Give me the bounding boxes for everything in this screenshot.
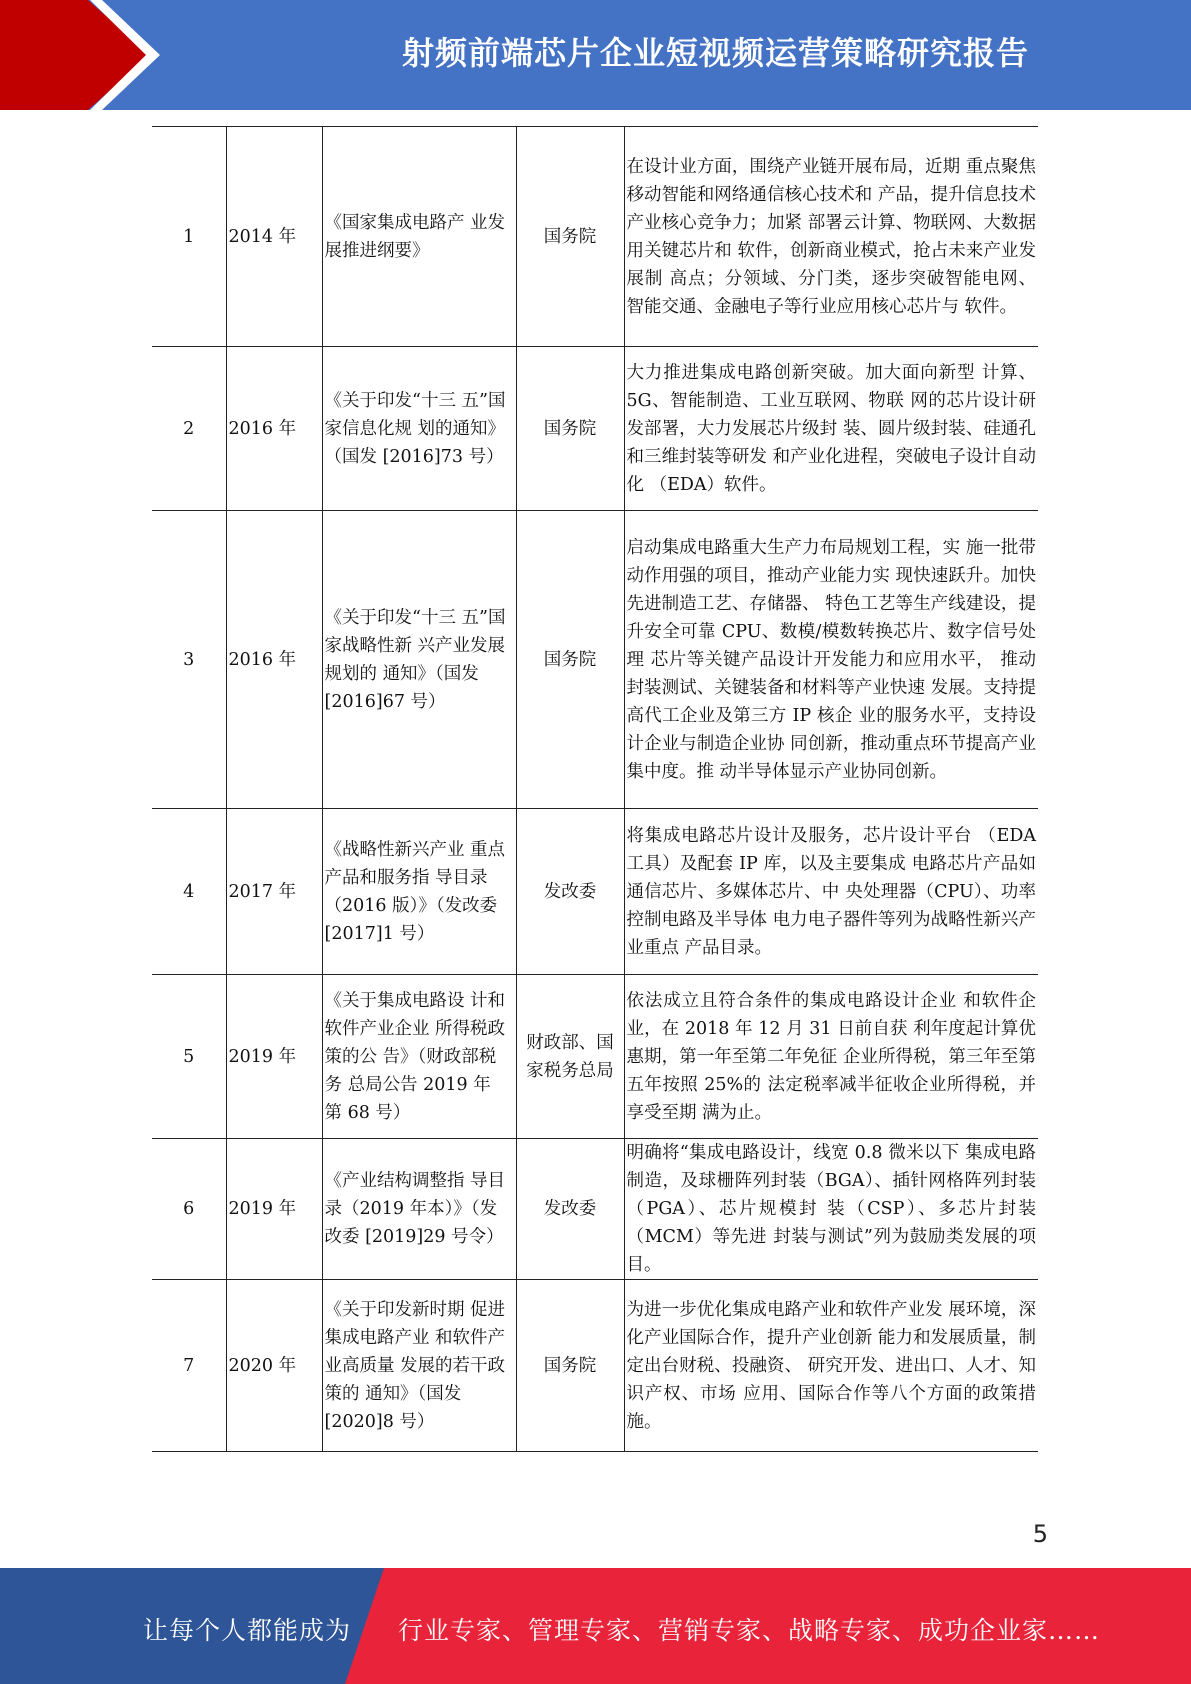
report-title: 射频前端芯片企业短视频运营策略研究报告 bbox=[401, 34, 1029, 72]
table-row bbox=[152, 975, 1038, 1139]
row-department: 财政部、国家税务总局 bbox=[516, 975, 624, 1139]
row-content: 为进一步优化集成电路产业和软件产业发 展环境，深化产业国际合作，提升产业创新 能力和发展质量，制定出台财税、投融资、 研究开发、进出口、人才、知识产权、市场 应用、国际合作等八个方面的政策措施。 bbox=[624, 1280, 1038, 1452]
row-policy-name: 《关于印发“十三 五”国家战略性新 兴产业发展规划的 通知》（国发 [2016]67 号） bbox=[322, 511, 516, 809]
row-department: 发改委 bbox=[516, 1139, 624, 1280]
row-policy-name: 《国家集成电路产 业发展推进纲要》 bbox=[322, 127, 516, 347]
policy-table bbox=[152, 126, 1038, 1452]
page-number: 5 bbox=[1032, 1520, 1048, 1548]
row-number: 5 bbox=[152, 975, 226, 1139]
row-content: 在设计业方面，围绕产业链开展布局，近期 重点聚焦移动智能和网络通信核心技术和 产品，提升信息技术产业核心竞争力；加紧 部署云计算、物联网、大数据用关键芯片和 软件，创新商业模式，抢占未来产业发展制 高点；分领域、分门类，逐步突破智能电网、 智能交通、金融电子等行业应用核心芯片与 软件。 bbox=[624, 127, 1038, 347]
row-year: 2019 年 bbox=[226, 1139, 322, 1280]
row-number: 4 bbox=[152, 809, 226, 975]
row-number: 2 bbox=[152, 347, 226, 511]
row-number: 3 bbox=[152, 511, 226, 809]
row-content: 大力推进集成电路创新突破。加大面向新型 计算、5G、智能制造、工业互联网、物联 网的芯片设计研发部署，大力发展芯片级封 装、圆片级封装、硅通孔和三维封装等研发 和产业化进程，突破电子设计自动化 （EDA）软件。 bbox=[624, 347, 1038, 511]
row-year: 2014 年 bbox=[226, 127, 322, 347]
row-content: 依法成立且符合条件的集成电路设计企业 和软件企业，在 2018 年 12 月 31 日前自获 利年度起计算优惠期，第一年至第二年免征 企业所得税，第三年至第五年按照 25%的 法定税率减半征收企业所得税，并享受至期 满为止。 bbox=[624, 975, 1038, 1139]
table-row bbox=[152, 1280, 1038, 1452]
row-department: 国务院 bbox=[516, 347, 624, 511]
page-footer bbox=[0, 1568, 1191, 1684]
table-row bbox=[152, 1139, 1038, 1280]
table-row bbox=[152, 511, 1038, 809]
row-number: 7 bbox=[152, 1280, 226, 1452]
footer-slogan-left: 让每个人都能成为 bbox=[143, 1616, 352, 1645]
row-year: 2017 年 bbox=[226, 809, 322, 975]
row-department: 发改委 bbox=[516, 809, 624, 975]
row-policy-name: 《关于印发“十三 五”国家信息化规 划的通知》（国发 [2016]73 号） bbox=[322, 347, 516, 511]
row-policy-name: 《战略性新兴产业 重点产品和服务指 导目录（2016 版）》（发改委[2017]1 号） bbox=[322, 809, 516, 975]
table-row bbox=[152, 809, 1038, 975]
table-row bbox=[152, 347, 1038, 511]
row-department: 国务院 bbox=[516, 511, 624, 809]
row-policy-name: 《关于印发新时期 促进集成电路产业 和软件产业高质量 发展的若干政策的 通知》（国发[2020]8 号） bbox=[322, 1280, 516, 1452]
row-year: 2016 年 bbox=[226, 511, 322, 809]
footer-slogan-right: 行业专家、管理专家、营销专家、战略专家、成功企业家…… bbox=[398, 1616, 1101, 1645]
row-year: 2016 年 bbox=[226, 347, 322, 511]
row-number: 1 bbox=[152, 127, 226, 347]
row-policy-name: 《产业结构调整指 导目录（2019 年本）》（发改委 [2019]29 号令） bbox=[322, 1139, 516, 1280]
table-row bbox=[152, 127, 1038, 347]
row-department: 国务院 bbox=[516, 127, 624, 347]
row-content: 启动集成电路重大生产力布局规划工程，实 施一批带动作用强的项目，推动产业能力实 现快速跃升。加快先进制造工艺、存储器、 特色工艺等生产线建设，提升安全可靠 CPU、数模/模数转换芯片、数字信号处理 芯片等关键产品设计开发能力和应用水平， 推动封装测试、关键装备和材料等产业快速 发展。支持提高代工企业及第三方 IP 核企 业的服务水平，支持设计企业与制造企业协 同创新，推动重点环节提高产业集中度。推 动半导体显示产业协同创新。 bbox=[624, 511, 1038, 809]
header-red-arrow bbox=[0, 0, 150, 110]
row-content: 将集成电路芯片设计及服务，芯片设计平台 （EDA 工具）及配套 IP 库，以及主要集成 电路芯片产品如通信芯片、多媒体芯片、中 央处理器（CPU）、功率控制电路及半导体 电力电子器件等列为战略性新兴产业重点 产品目录。 bbox=[624, 809, 1038, 975]
row-number: 6 bbox=[152, 1139, 226, 1280]
row-year: 2019 年 bbox=[226, 975, 322, 1139]
row-policy-name: 《关于集成电路设 计和软件产业企业 所得税政策的公 告》（财政部税务 总局公告 2019 年 第 68 号） bbox=[322, 975, 516, 1139]
row-department: 国务院 bbox=[516, 1280, 624, 1452]
page-header bbox=[0, 0, 1191, 110]
row-content: 明确将“集成电路设计，线宽 0.8 微米以下 集成电路制造，及球栅阵列封装（BGA）、插针网格阵列封装（PGA）、芯片规模封 装（CSP）、多芯片封装（MCM）等先进 封装与测试”列为鼓励类发展的项目。 bbox=[624, 1139, 1038, 1280]
row-year: 2020 年 bbox=[226, 1280, 322, 1452]
